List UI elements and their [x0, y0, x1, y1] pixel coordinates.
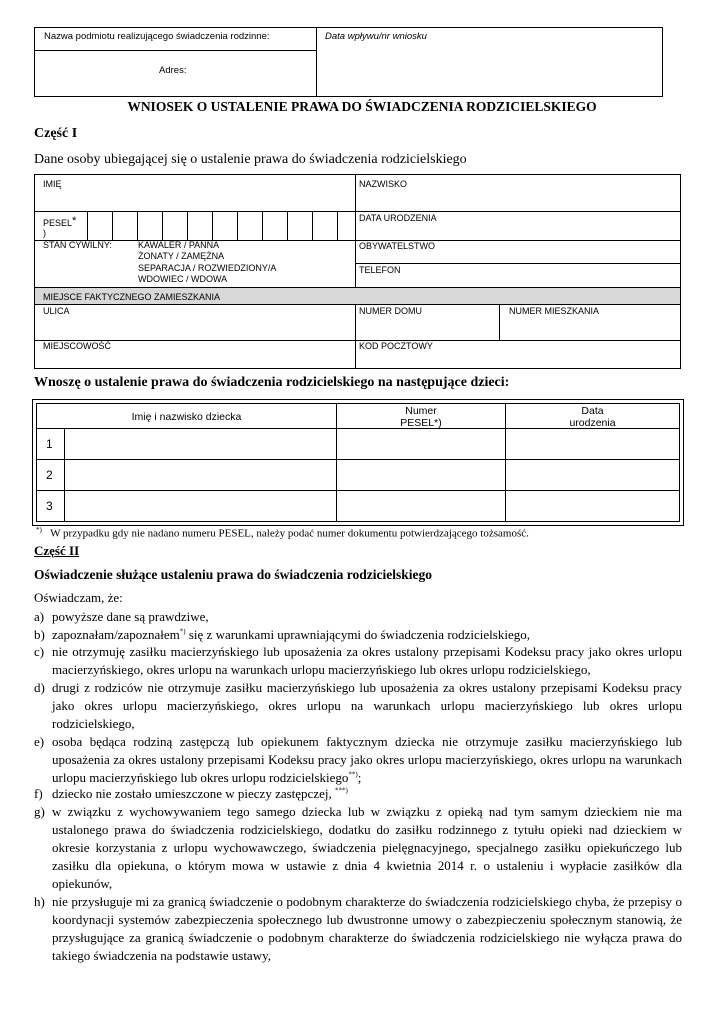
declaration-item: c) nie otrzymuję zasiłku macierzyńskiego lub uposażenia za okres ustalony przepisami Kodeksu pracy jako okres urlopu macierzyńskiego, okres urlopu na warunkach urlopu macierzyńskiego lub okres urlopu rodzicielskiego, — [34, 644, 682, 677]
grid-line — [35, 211, 680, 212]
stan-option: KAWALER / PANNA — [138, 240, 220, 250]
pesel-box-line — [287, 211, 288, 240]
stan-option: WDOWIEC / WDOWA — [138, 274, 228, 284]
data-urodzenia-label: DATA URODZENIA — [359, 213, 437, 223]
stan-option: ŻONATY / ZAMĘŻNA — [138, 251, 225, 261]
pesel-box-line — [337, 211, 338, 240]
declaration-item: g) w związku z wychowywaniem tego samego dziecka lub w związku z opieką nad tym samym dzieckiem nie ma ustalonego prawa do świadczenia rodzicielskiego, dodatku do zasiłku rodzinnego z tytułu opieki nad dzieckiem w okresie korzystania z urlopu wychowawczego, świadczenia pielęgnacyjnego, specjalnego zasiłku opiekuńczego lub zasiłku dla opiekuna, o którym mowa w ustawie z dnia 4 kwietnia 2014 r. o ustaleniu i wypłacie zasiłków dla opiekunów, — [34, 804, 682, 891]
personal-data-grid — [34, 174, 681, 369]
obywatelstwo-label: OBYWATELSTWO — [359, 241, 436, 251]
children-heading: Wnoszę o ustalenie prawa do świadczenia rodzicielskiego na następujące dzieci: — [34, 375, 510, 390]
stan-option: SEPARACJA / ROZWIEDZIONY/A — [138, 263, 277, 273]
miejsce-zamieszkania-label: MIEJSCE FAKTYCZNEGO ZAMIESZKANIA — [43, 292, 221, 302]
pesel-box-line — [212, 211, 213, 240]
declaration-item: e) osoba będąca rodziną zastępczą lub opiekunem faktycznym dziecka nie otrzymuje zasiłku macierzyńskiego lub uposażenia za okres ustalony przepisami Kodeksu pracy jako okres urlopu macierzyńskiego, okres urlopu na warunkach urlopu macierzyńskiego lub okres urlopu rodzicielskiego**); — [34, 734, 682, 785]
pesel-box-line — [262, 211, 263, 240]
table-col-line — [64, 428, 65, 521]
pesel-paren: ) — [43, 228, 46, 238]
grid-line — [355, 304, 356, 368]
pesel-box-line — [237, 211, 238, 240]
table-row-line — [37, 459, 679, 460]
telefon-label: TELEFON — [359, 265, 401, 275]
grid-line — [35, 304, 680, 305]
miejscowosc-label: MIEJSCOWOŚĆ — [43, 341, 112, 351]
date-received-label: Data wpływu/nr wniosku — [325, 31, 427, 42]
stan-cywilny-label: STAN CYWILNY: — [43, 240, 112, 250]
col-header-name: Imię i nazwisko dziecka — [131, 411, 242, 423]
numer-domu-label: NUMER DOMU — [359, 306, 422, 316]
part1-heading: Część I — [34, 126, 78, 141]
numer-mieszkania-label: NUMER MIESZKANIA — [509, 306, 600, 316]
row-number: 2 — [46, 468, 53, 482]
footnote: *) W przypadku gdy nie nadano numeru PESEL, należy podać numer dokumentu potwierdzającego tożsamość. — [36, 526, 529, 540]
grid-line — [355, 175, 356, 287]
part2-heading: Część II — [34, 543, 80, 558]
declaration-item: a) powyższe dane są prawdziwe, — [34, 609, 209, 624]
kod-pocztowy-label: KOD POCZTOWY — [359, 341, 433, 351]
pesel-box-line — [162, 211, 163, 240]
pesel-box-line — [312, 211, 313, 240]
children-table-frame — [32, 399, 684, 526]
grid-line — [355, 263, 680, 264]
pesel-box-line — [187, 211, 188, 240]
grid-line — [35, 240, 680, 241]
declaration-intro: Oświadczam, że: — [34, 590, 123, 605]
pesel-box-line — [87, 211, 88, 240]
pesel-label: PESEL* — [43, 215, 77, 228]
imie-label: IMIĘ — [43, 179, 62, 189]
children-table — [36, 403, 680, 522]
header-divider — [35, 50, 316, 51]
grid-line — [499, 304, 500, 340]
declaration-item: f) dziecko nie zostało umieszczone w pieczy zastępczej, ***) — [34, 786, 348, 801]
pesel-box-line — [112, 211, 113, 240]
col-header-pesel: Numer PESEL*) — [400, 405, 442, 429]
declaration-item: h) nie przysługuje mi za granicą świadczenie o podobnym charakterze do świadczenia rodzicielskiego chyba, że przepisy o koordynacji systemów zabezpieczenia społecznego lub dwustronne umowy o zabezpieczeniu społecznym stanowią, że przysługujące za granicą świadczenie o podobnym charakterze do świadczenia rodzicielskiego nie wyłącza prawa do takiego świadczenia na podstawie ustawy, — [34, 894, 682, 963]
declaration-item: d) drugi z rodziców nie otrzymuje zasiłku macierzyńskiego lub uposażenia za okres ustalony przepisami Kodeksu pracy jako okres urlopu macierzyńskiego, okres urlopu na warunkach urlopu macierzyńskiego lub okres urlopu rodzicielskiego, — [34, 680, 682, 731]
col-header-date: Data urodzenia — [569, 405, 616, 429]
part1-subheading: Dane osoby ubiegającej się o ustalenie prawa do świadczenia rodzicielskiego — [34, 152, 467, 167]
grid-line — [35, 287, 680, 288]
address-label: Adres: — [159, 65, 187, 76]
nazwisko-label: NAZWISKO — [359, 179, 408, 189]
row-number: 1 — [46, 437, 53, 451]
table-row-line — [37, 490, 679, 491]
declaration-item: b) zapoznałam/zapoznałem*) się z warunkami uprawniającymi do świadczenia rodzicielskiego, — [34, 627, 530, 642]
document-title: WNIOSEK O USTALENIE PRAWA DO ŚWIADCZENIA RODZICIELSKIEGO — [127, 99, 597, 114]
part2-subheading: Oświadczenie służące ustaleniu prawa do świadczenia rodzicielskiego — [34, 567, 432, 582]
ulica-label: ULICA — [43, 306, 70, 316]
row-number: 3 — [46, 499, 53, 513]
pesel-box-line — [137, 211, 138, 240]
grid-line — [35, 340, 680, 341]
header-box — [34, 27, 663, 97]
entity-name-label: Nazwa podmiotu realizującego świadczenia rodzinne: — [44, 31, 270, 42]
